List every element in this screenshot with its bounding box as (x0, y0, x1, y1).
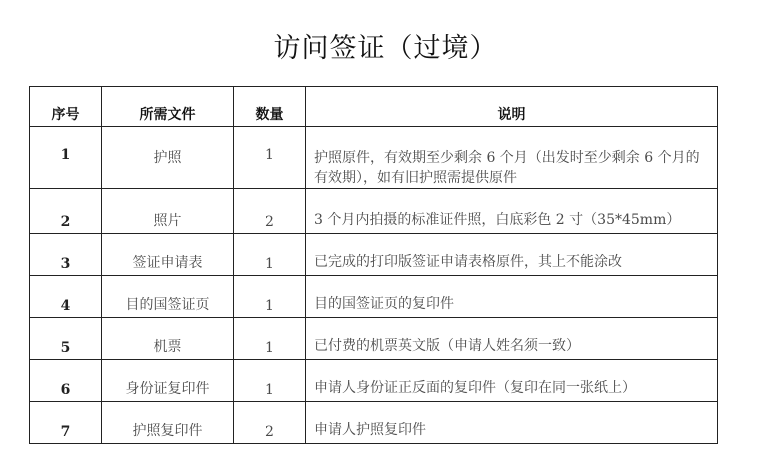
requirements-table (29, 86, 718, 444)
row-description: 3 个月内拍摄的标准证件照，白底彩色 2 寸（35*45mm） (306, 189, 718, 234)
table-row (30, 189, 718, 234)
header-document: 所需文件 (102, 87, 234, 127)
table-row (30, 127, 718, 189)
row-no: 4 (30, 276, 102, 318)
row-quantity: 1 (234, 127, 306, 189)
row-no: 5 (30, 318, 102, 360)
table-row (30, 276, 718, 318)
row-quantity: 1 (234, 234, 306, 276)
row-description: 目的国签证页的复印件 (306, 276, 718, 318)
row-quantity: 1 (234, 276, 306, 318)
header-no: 序号 (30, 87, 102, 127)
row-document: 机票 (102, 318, 234, 360)
table-row (30, 402, 718, 444)
row-document: 护照 (102, 127, 234, 189)
row-quantity: 1 (234, 318, 306, 360)
row-no: 1 (30, 127, 102, 189)
row-document: 护照复印件 (102, 402, 234, 444)
row-quantity: 2 (234, 189, 306, 234)
row-document: 目的国签证页 (102, 276, 234, 318)
table-header-row (30, 87, 718, 127)
table-row (30, 318, 718, 360)
row-document: 签证申请表 (102, 234, 234, 276)
row-no: 6 (30, 360, 102, 402)
row-no: 7 (30, 402, 102, 444)
row-description: 已完成的打印版签证申请表格原件，其上不能涂改 (306, 234, 718, 276)
header-quantity: 数量 (234, 87, 306, 127)
header-description: 说明 (306, 87, 718, 127)
row-quantity: 1 (234, 360, 306, 402)
row-description: 已付费的机票英文版（申请人姓名须一致） (306, 318, 718, 360)
row-document: 身份证复印件 (102, 360, 234, 402)
row-quantity: 2 (234, 402, 306, 444)
row-description: 申请人身份证正反面的复印件（复印在同一张纸上） (306, 360, 718, 402)
row-description: 申请人护照复印件 (306, 402, 718, 444)
page-title: 访问签证（过境） (273, 33, 498, 64)
row-no: 2 (30, 189, 102, 234)
row-document: 照片 (102, 189, 234, 234)
table-row (30, 234, 718, 276)
row-description: 护照原件，有效期至少剩余 6 个月（出发时至少剩余 6 个月的有效期），如有旧护照需提供原件 (306, 127, 718, 189)
row-no: 3 (30, 234, 102, 276)
table-row (30, 360, 718, 402)
